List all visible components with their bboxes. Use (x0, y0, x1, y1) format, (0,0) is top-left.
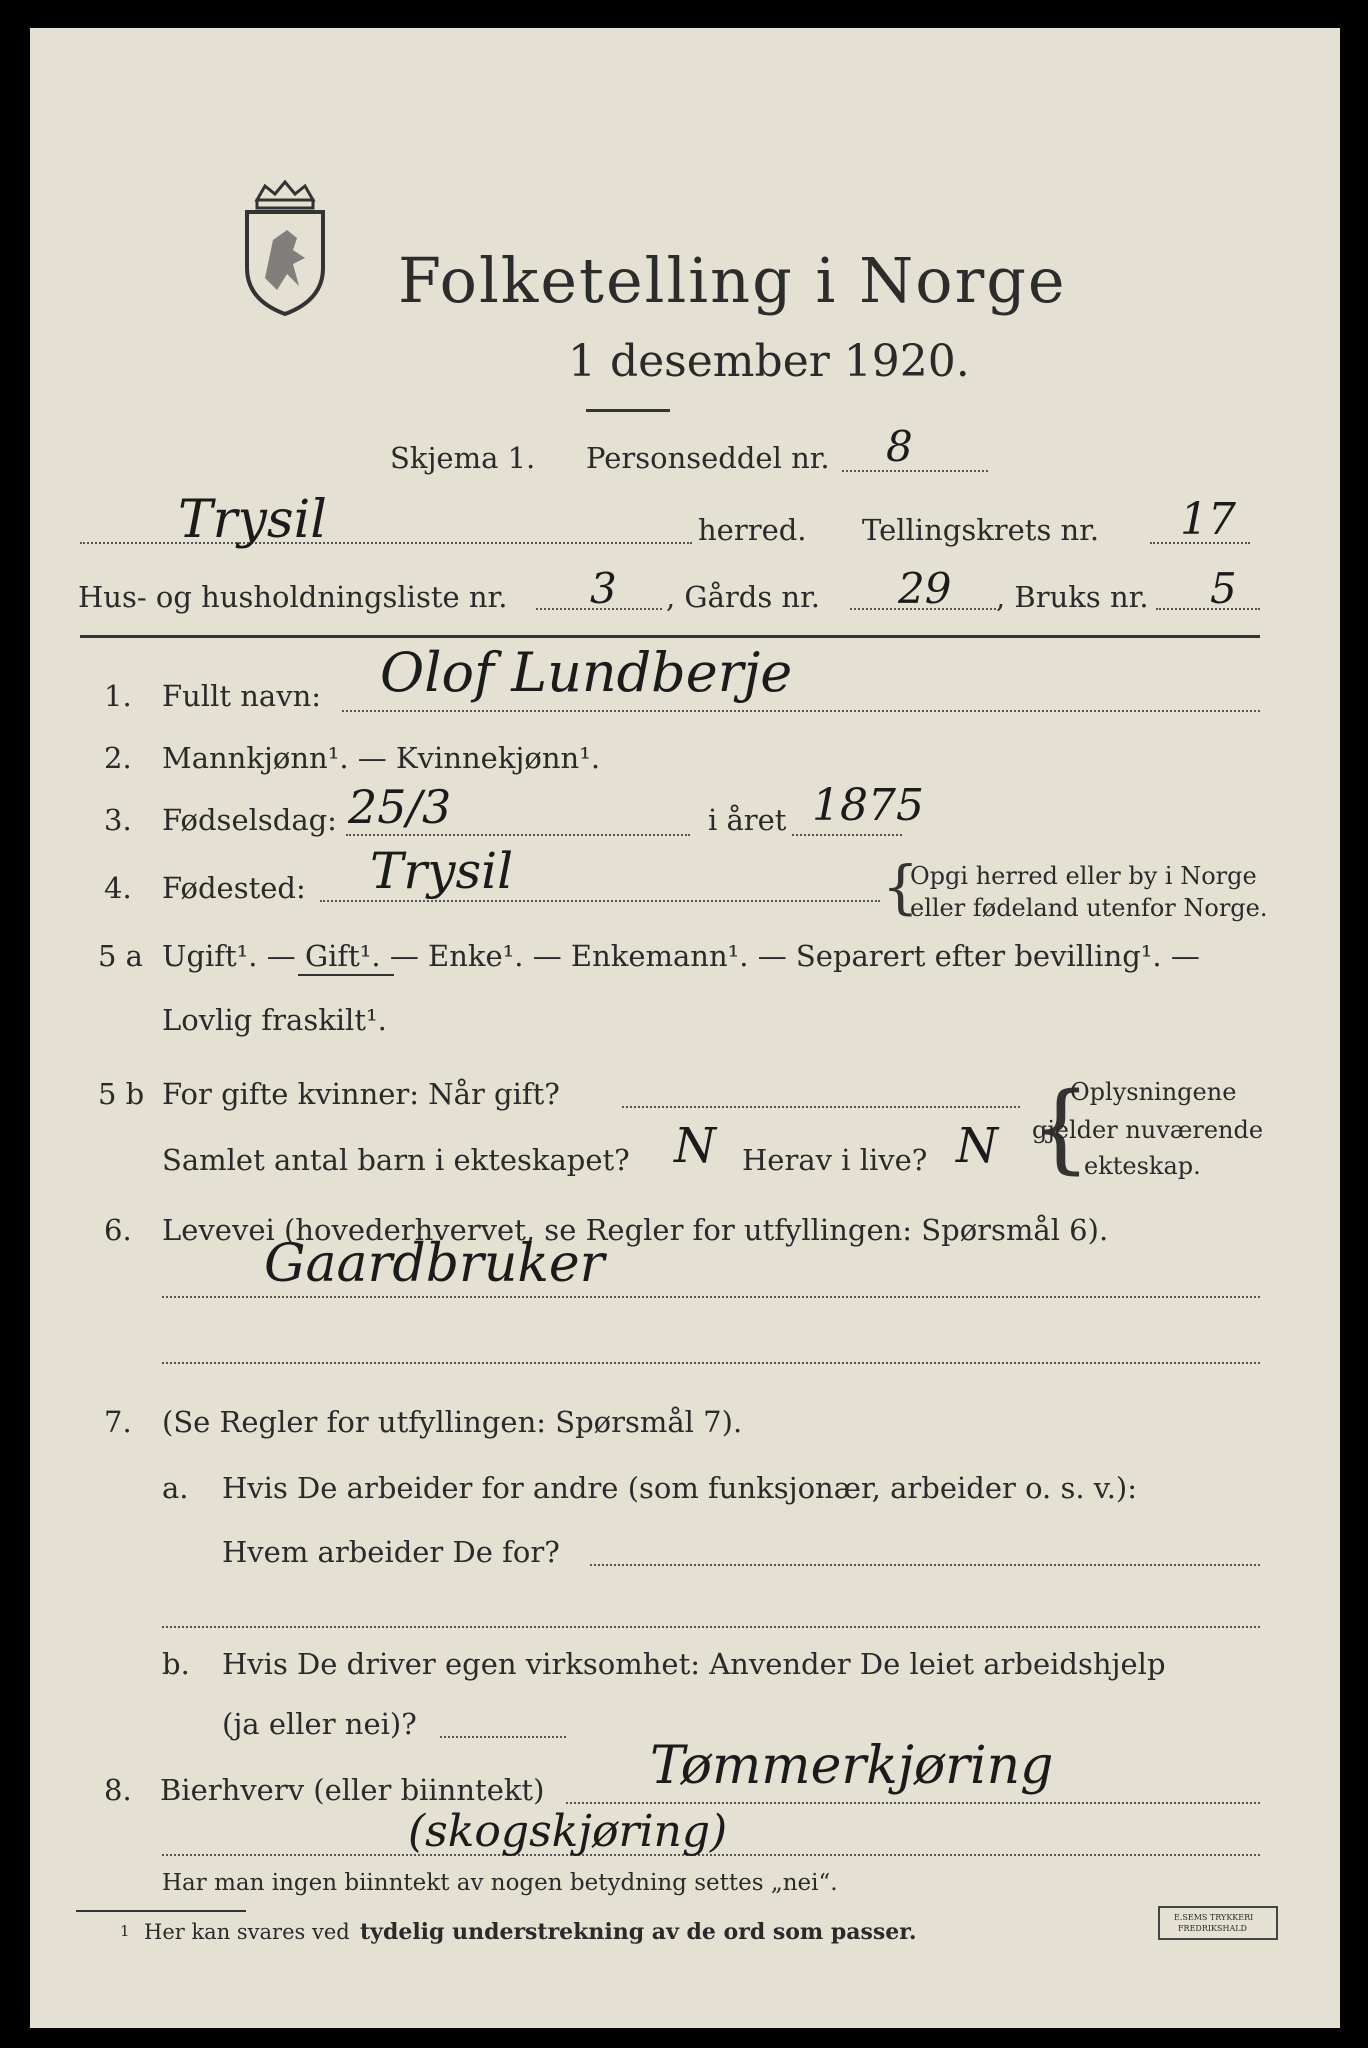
q3-year-line (792, 834, 902, 836)
printer-stamp (1158, 1906, 1278, 1940)
nei-note: Har man ingen biinntekt av nogen betydning settes „nei“. (162, 1870, 838, 1896)
personseddel-label: Personseddel nr. (586, 441, 830, 475)
q3-year-value: 1875 (812, 780, 924, 831)
footnote-text-a: Her kan svares ved (144, 1920, 350, 1944)
bruks-line (1156, 608, 1260, 610)
census-form (30, 28, 1340, 2028)
q5b-number: 5 b (98, 1077, 145, 1111)
q1-number: 1. (104, 679, 132, 713)
coat-of-arms-icon (235, 178, 335, 318)
q7b-question: (ja eller nei)? (222, 1707, 417, 1741)
q3-number: 3. (104, 803, 132, 837)
title-divider (586, 409, 670, 412)
form-date: 1 desember 1920. (568, 336, 970, 387)
q5a-line1: Ugift¹. — Gift¹. — Enke¹. — Enkemann¹. — Separert efter bevilling¹. — (162, 939, 1200, 973)
gards-label: , Gårds nr. (666, 580, 820, 614)
printer-stamp-line1: E.SEMS TRYKKERI (1174, 1913, 1254, 1922)
q6-value: Gaardbruker (264, 1234, 605, 1294)
q4-value: Trysil (370, 842, 514, 900)
q3-year-label: i året (708, 803, 787, 837)
q8-label: Bierhverv (eller biinntekt) (160, 1773, 545, 1807)
footnote-divider (76, 1910, 246, 1912)
personseddel-value: 8 (886, 422, 913, 471)
footnote-text-b: tydelig understrekning av de ord som passer. (360, 1919, 917, 1945)
q5b-note-line1: Oplysningene (1070, 1078, 1237, 1106)
form-title: Folketelling i Norge (398, 244, 1067, 317)
husholdningsliste-value: 3 (590, 564, 617, 613)
q4-line (320, 900, 880, 902)
q2-number: 2. (104, 741, 132, 775)
q7a-question: Hvem arbeider De for? (222, 1535, 560, 1569)
bruks-label: , Bruks nr. (996, 580, 1149, 614)
skjema-label: Skjema 1. (390, 441, 536, 475)
q5b-live-value: N (956, 1118, 998, 1174)
personseddel-line (842, 470, 988, 472)
q5a-line2: Lovlig fraskilt¹. (162, 1003, 387, 1037)
q7b-line (440, 1736, 566, 1738)
q7a-label: a. (162, 1471, 189, 1505)
q4-note-line1: Opgi herred eller by i Norge (910, 862, 1257, 890)
footnote-mark: 1 (120, 1922, 130, 1940)
q5b-note-brace: { (1030, 1072, 1092, 1184)
printer-stamp-line2: FREDRIKSHALD (1178, 1924, 1247, 1933)
tellingskrets-value: 17 (1180, 494, 1236, 545)
q1-value: Olof Lundberje (380, 641, 793, 704)
q8-value2: (skogskjøring) (408, 1806, 728, 1857)
q7-number: 7. (104, 1405, 132, 1439)
q3-value: 25/3 (348, 780, 452, 834)
q7-text: (Se Regler for utfyllingen: Spørsmål 7). (162, 1405, 743, 1439)
q5b-line1: For gifte kvinner: Når gift? (162, 1077, 560, 1111)
q6-text: Levevei (hovederhvervet, se Regler for utfyllingen: Spørsmål 6). (162, 1213, 1109, 1247)
q3-line (346, 834, 690, 836)
q4-label: Fødested: (162, 871, 306, 905)
q6-line2 (162, 1362, 1260, 1364)
q5b-line2: Samlet antal barn i ekteskapet? (162, 1143, 630, 1177)
q8-number: 8. (104, 1773, 132, 1807)
q5b-live-label: Herav i live? (742, 1143, 928, 1177)
q8-value: Tømmerkjøring (650, 1736, 1054, 1796)
q4-number: 4. (104, 871, 132, 905)
q7a-line1 (590, 1564, 1260, 1566)
q5b-note-line3: ekteskap. (1084, 1152, 1201, 1180)
tellingskrets-label: Tellingskrets nr. (862, 513, 1100, 547)
q6-number: 6. (104, 1213, 132, 1247)
q5b-gift-line (622, 1106, 1020, 1108)
q7b-label: b. (162, 1647, 190, 1681)
q4-note-line2: eller fødeland utenfor Norge. (910, 894, 1268, 922)
q6-line1 (162, 1296, 1260, 1298)
q7a-text: Hvis De arbeider for andre (som funksjonær, arbeider o. s. v.): (222, 1471, 1138, 1505)
q1-line (342, 710, 1260, 712)
q7b-text: Hvis De driver egen virksomhet: Anvender De leiet arbeidshjelp (222, 1647, 1166, 1681)
q1-label: Fullt navn: (162, 679, 322, 713)
herred-label: herred. (698, 513, 807, 547)
bruks-value: 5 (1210, 564, 1237, 613)
q8-line1 (566, 1802, 1260, 1804)
herred-value: Trysil (178, 490, 327, 550)
q2-text: Mannkjønn¹. — Kvinnekjønn¹. (162, 741, 601, 775)
q4-note-brace: { (882, 853, 919, 921)
header-rule (80, 635, 1260, 638)
gift-underline (298, 974, 394, 976)
q5b-barn-value: N (674, 1118, 716, 1174)
husholdningsliste-label: Hus- og husholdningsliste nr. (78, 580, 508, 614)
q5b-note-line2: gjelder nuværende (1032, 1116, 1264, 1144)
q7a-line2 (162, 1626, 1260, 1628)
herred-line (80, 542, 692, 544)
gards-value: 29 (898, 564, 952, 613)
q3-label: Fødselsdag: (162, 803, 337, 837)
q5a-number: 5 a (98, 939, 143, 973)
